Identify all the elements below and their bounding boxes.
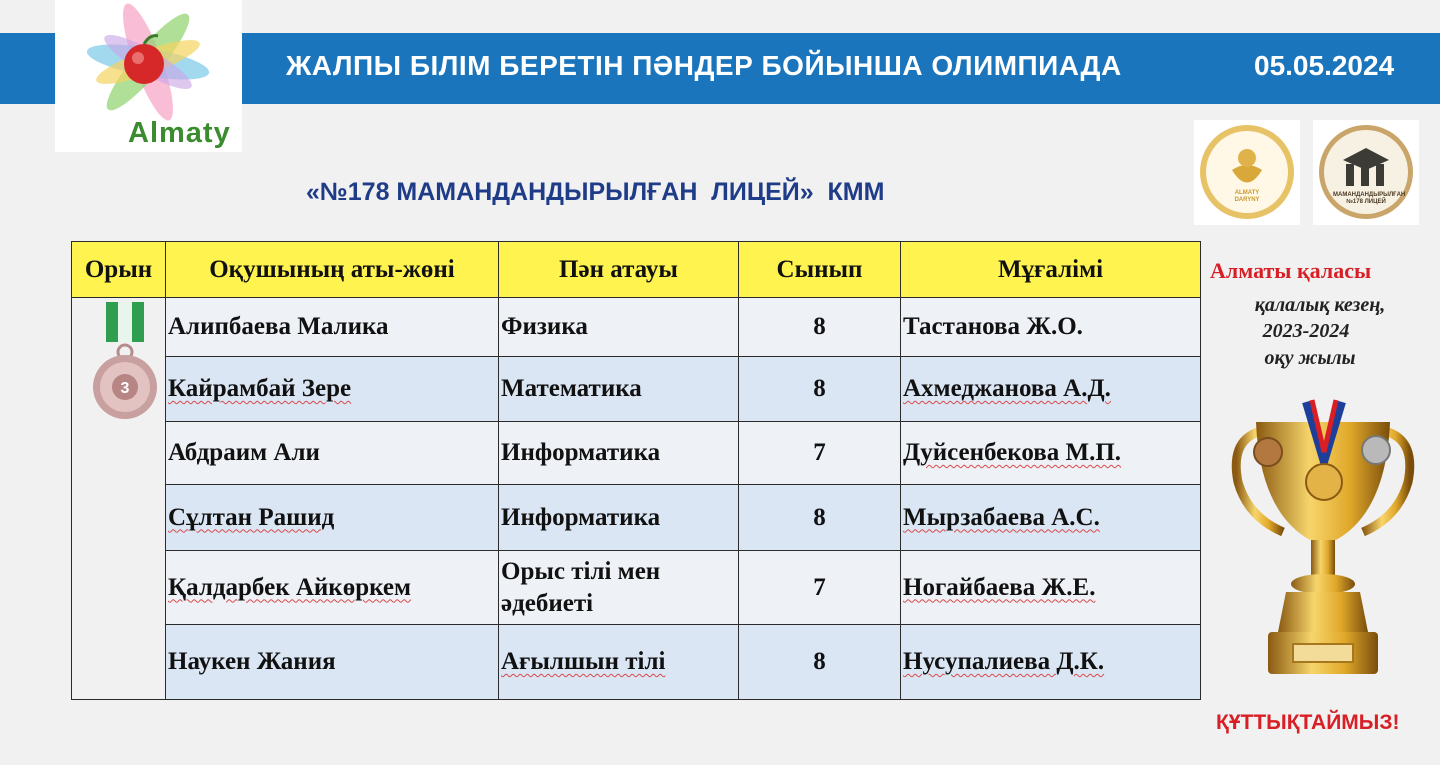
page-title: ЖАЛПЫ БІЛІМ БЕРЕТІН ПӘНДЕР БОЙЫНША ОЛИМПИАДА [286, 50, 1122, 81]
trophy [1228, 392, 1418, 687]
teacher-name: Нусупалиева Д.К. [903, 648, 1105, 675]
bronze-medal [92, 300, 162, 430]
school-title: «№178 МАМАНДАНДЫРЫЛҒАН ЛИЦЕЙ» КММ [306, 178, 885, 206]
student-name: Наукен Жания [166, 625, 499, 700]
grade-value: 8 [739, 357, 901, 422]
congrats-text: ҚҰТТЫҚТАЙМЫЗ! [1216, 711, 1400, 734]
table-row [72, 298, 1201, 357]
header-subject: Пән атауы [499, 242, 739, 298]
logo-text: Almaty [128, 117, 231, 149]
grade-value: 8 [739, 298, 901, 357]
grade-value: 7 [739, 422, 901, 485]
student-name: Қалдарбек Айкөркем [168, 573, 412, 601]
header-date: 05.05.2024 [1254, 50, 1395, 81]
teacher-name: Дуйсенбекова М.П. [903, 439, 1122, 466]
teacher-name: Ногайбаева Ж.Е. [903, 573, 1096, 601]
subject-name: Ағылшын тілі [501, 648, 666, 675]
subject-name: Математика [499, 357, 739, 422]
badge-left-caption: ALMATY DARYNY [1234, 190, 1260, 203]
subject-name: Орыс тілі мен әдебиеті [499, 551, 739, 625]
badge-right-caption: МАМАНДАНДЫРЫЛҒАН №178 ЛИЦЕЙ [1333, 192, 1406, 205]
subject-name: Физика [499, 298, 739, 357]
teacher-name: Мырзабаева А.С. [903, 503, 1100, 531]
table-row [72, 357, 1201, 422]
medal-number: 3 [120, 380, 130, 397]
side-year: 2023-2024 [1262, 320, 1350, 342]
table-row [72, 485, 1201, 551]
table-row [72, 625, 1201, 700]
table-row [72, 551, 1201, 625]
apple-emblem-icon [1194, 120, 1300, 225]
school-emblem-icon [1313, 120, 1419, 225]
subject-name: Информатика [499, 485, 739, 551]
school-badge [1313, 120, 1419, 225]
table-header-row [72, 242, 1201, 298]
grade-value: 8 [739, 625, 901, 700]
header-place: Орын [72, 242, 166, 298]
results-table [71, 241, 1201, 700]
gold-trophy-icon [1228, 392, 1418, 682]
header-grade: Сынып [739, 242, 901, 298]
almaty-daryny-badge [1194, 120, 1300, 225]
side-stage: қалалық кезең, [1254, 294, 1386, 316]
side-school-year: оқу жылы [1264, 347, 1356, 369]
grade-value: 7 [739, 551, 901, 625]
header-student: Оқушының аты-жөні [166, 242, 499, 298]
header-teacher: Мұғалімі [901, 242, 1201, 298]
teacher-name: Тастанова Ж.О. [901, 298, 1201, 357]
grade-value: 8 [739, 485, 901, 551]
table-row [72, 422, 1201, 485]
subject-name: Информатика [499, 422, 739, 485]
student-name: Кайрамбай Зере [168, 375, 352, 402]
side-title: Алматы қаласы [1210, 258, 1372, 283]
student-name: Абдраим Али [166, 422, 499, 485]
student-name: Алипбаева Малика [166, 298, 499, 357]
teacher-name: Ахмеджанова А.Д. [903, 375, 1111, 402]
student-name: Сұлтан Рашид [168, 503, 335, 531]
bronze-medal-icon [92, 300, 162, 425]
